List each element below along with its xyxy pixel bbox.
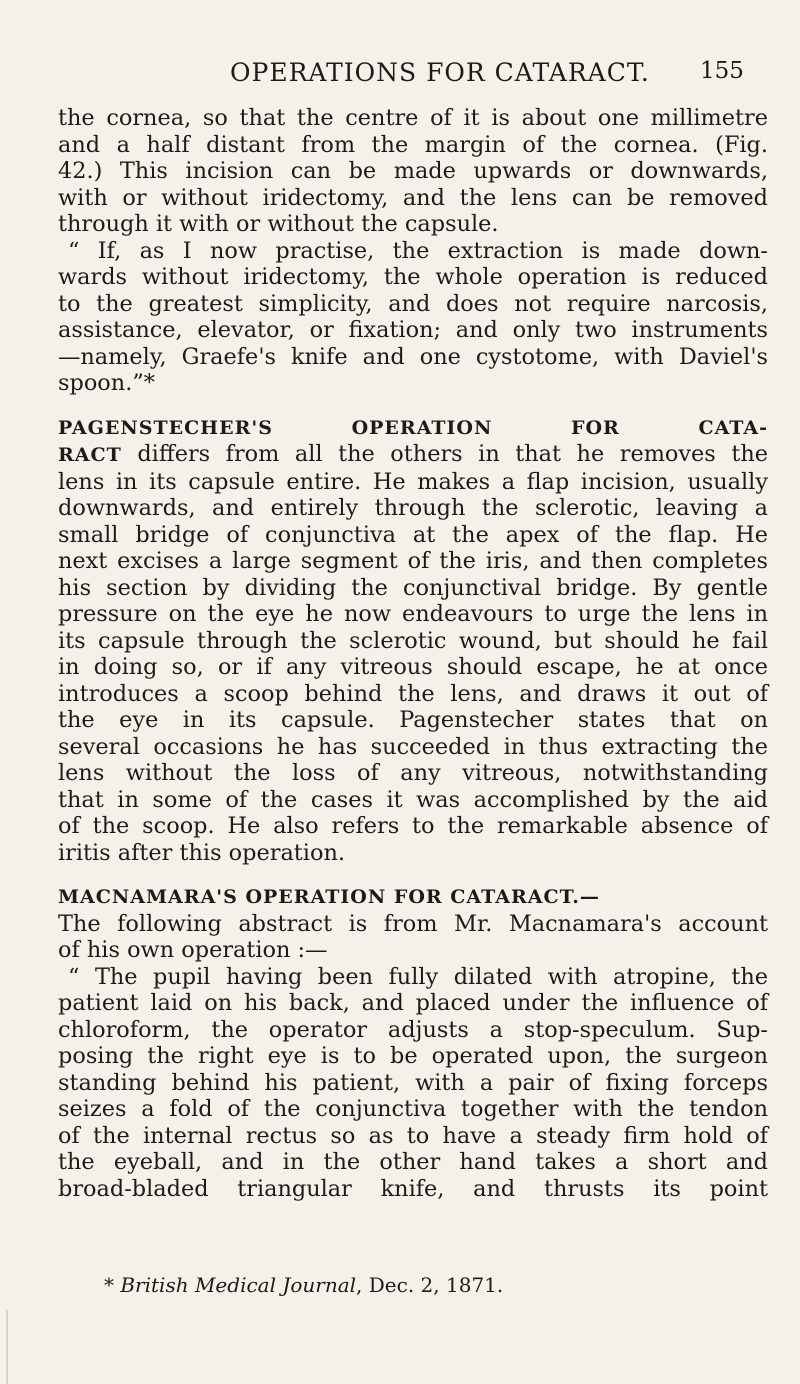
section-heading-cont: RACT xyxy=(58,444,122,466)
text-line: several occasions he has succeeded in thus extracting the xyxy=(58,733,768,760)
page-header xyxy=(0,50,800,90)
paragraph-macnamara-quote xyxy=(58,964,768,1203)
footnote xyxy=(104,1273,764,1297)
text-line: in doing so, or if any vitreous should escape, he at once xyxy=(58,654,768,680)
text-line: through it with or without the capsule. xyxy=(58,211,499,237)
text-line: his section by dividing the conjunctival bridge. By gentle xyxy=(58,574,768,601)
paragraph-macnamara xyxy=(58,883,768,964)
section-heading-line xyxy=(58,414,768,442)
text-line: introduces a scoop behind the lens, and draws it out of xyxy=(58,680,768,707)
running-head: OPERATIONS FOR CATARACT. xyxy=(230,58,650,87)
paragraph-pagenstecher xyxy=(58,414,768,867)
text-line: 42.) This incision can be made upwards or downwards, xyxy=(58,158,768,184)
text-line: —namely, Graefe's knife and one cystotome, with Daviel's xyxy=(58,343,768,370)
text-line: of the internal rectus so as to have a steady firm hold of xyxy=(58,1122,768,1149)
text-line: to the greatest simplicity, and does not require narcosis, xyxy=(58,290,768,317)
text-line: iritis after this operation. xyxy=(58,839,345,866)
text-line: of the scoop. He also refers to the remarkable absence of xyxy=(58,813,768,839)
text-line: spoon.”* xyxy=(58,370,155,396)
text-line: assistance, elevator, or fixation; and only two instruments xyxy=(58,317,768,343)
text-line: pressure on the eye he now endeavours to urge the lens in xyxy=(58,601,768,627)
text-line: downwards, and entirely through the sclerotic, leaving a xyxy=(58,495,768,521)
text-line: seizes a fold of the conjunctiva together with the tendon xyxy=(58,1096,768,1122)
page-number: 155 xyxy=(700,58,744,84)
text-line: of his own operation :— xyxy=(58,937,328,963)
text-line: standing behind his patient, with a pair of fixing forceps xyxy=(58,1069,768,1096)
text-line: wards without iridectomy, the whole operation is reduced xyxy=(58,264,768,290)
footnote-citation: , Dec. 2, 1871. xyxy=(356,1273,504,1297)
footnote-marker: * xyxy=(104,1273,114,1297)
text-line: chloroform, the operator adjusts a stop-speculum. Sup- xyxy=(58,1016,768,1043)
text-span: differs from all the others in that he removes the xyxy=(121,441,768,467)
text-line: lens without the loss of any vitreous, notwithstanding xyxy=(58,760,768,786)
text-line: posing the right eye is to be operated upon, the surgeon xyxy=(58,1043,768,1069)
text-line: patient laid on his back, and placed under the influence of xyxy=(58,990,768,1016)
paragraph-cornea-incision xyxy=(58,105,768,238)
text-line: the eye in its capsule. Pagenstecher states that on xyxy=(58,707,768,733)
section-heading-line xyxy=(58,883,768,911)
text-line xyxy=(58,441,768,469)
text-line: its capsule through the sclerotic wound, but should he fail xyxy=(58,627,768,654)
text-line: small bridge of conjunctiva at the apex of the flap. He xyxy=(58,521,768,548)
text-line: the eyeball, and in the other hand takes a short and xyxy=(58,1149,768,1175)
text-line: and a half distant from the margin of the cornea. (Fig. xyxy=(58,131,768,158)
text-line: broad-bladed triangular knife, and thrusts its point xyxy=(58,1175,768,1202)
footnote-journal: British Medical Journal xyxy=(120,1273,357,1297)
paragraph-quotation xyxy=(58,238,768,397)
text-line: next excises a large segment of the iris, and then completes xyxy=(58,548,768,574)
page-edge-shadow xyxy=(6,1310,8,1384)
body-text xyxy=(58,105,768,1202)
text-line: that in some of the cases it was accomplished by the aid xyxy=(58,786,768,813)
text-line: The following abstract is from Mr. Macnamara's account xyxy=(58,910,768,937)
section-heading: PAGENSTECHER'S OPERATION FOR CATA- xyxy=(58,416,768,439)
section-heading: MACNAMARA'S OPERATION FOR CATARACT.— xyxy=(58,886,600,908)
text-line: the cornea, so that the centre of it is about one millimetre xyxy=(58,105,768,131)
text-line: “ If, as I now practise, the extraction is made down- xyxy=(68,237,768,264)
text-line: “ The pupil having been fully dilated with atropine, the xyxy=(68,963,768,990)
text-line: lens in its capsule entire. He makes a flap incision, usually xyxy=(58,468,768,495)
text-line: with or without iridectomy, and the lens can be removed xyxy=(58,184,768,211)
